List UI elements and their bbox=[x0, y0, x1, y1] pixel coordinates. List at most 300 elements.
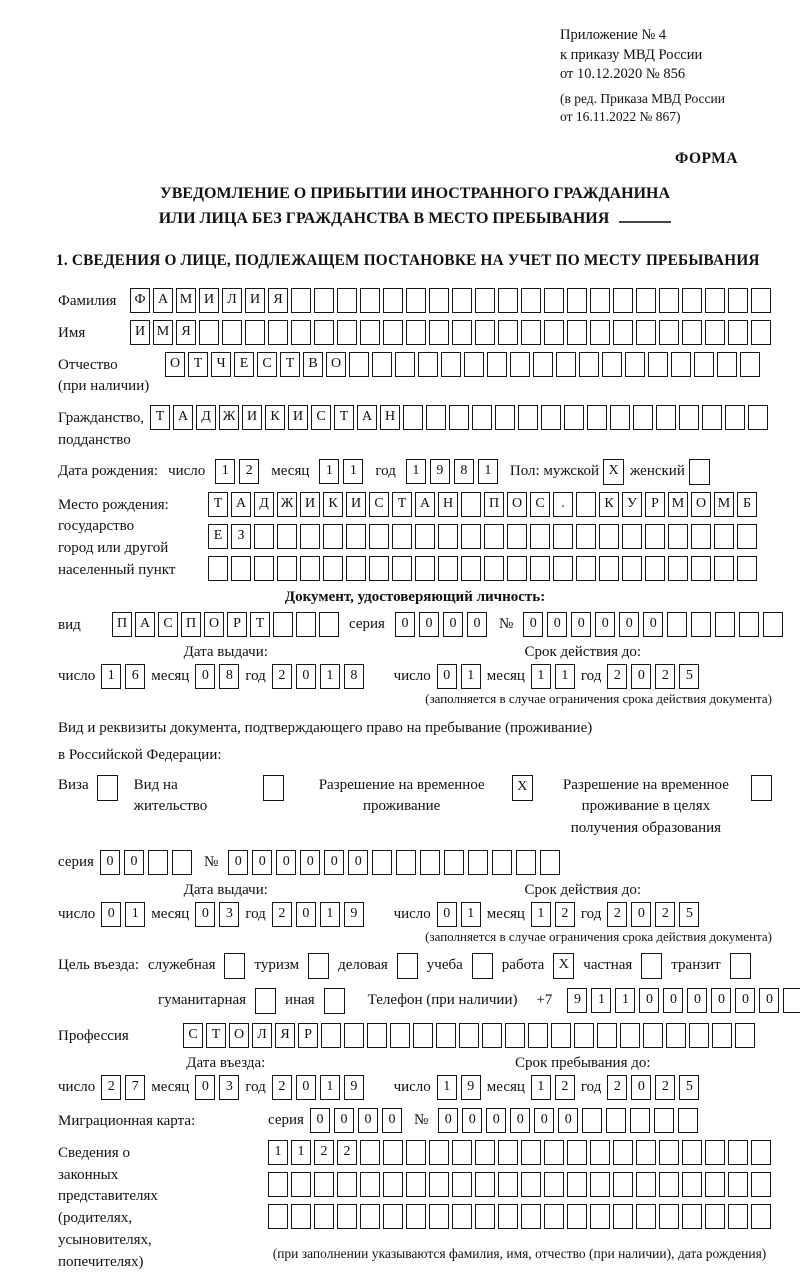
title-blank-line[interactable] bbox=[619, 207, 671, 223]
char-cell[interactable]: 0 bbox=[419, 612, 439, 637]
migration-number-boxes[interactable] bbox=[438, 1108, 698, 1133]
char-cell[interactable]: 0 bbox=[619, 612, 639, 637]
char-cell[interactable]: И bbox=[242, 405, 262, 430]
char-cell[interactable] bbox=[528, 1023, 548, 1048]
char-cell[interactable] bbox=[392, 524, 412, 549]
char-cell[interactable] bbox=[291, 320, 311, 345]
char-cell[interactable]: 0 bbox=[296, 902, 316, 927]
char-cell[interactable] bbox=[751, 775, 772, 801]
char-cell[interactable]: Я bbox=[275, 1023, 295, 1048]
char-cell[interactable]: П bbox=[112, 612, 132, 637]
purpose-work-checkbox[interactable] bbox=[553, 953, 574, 979]
char-cell[interactable] bbox=[319, 612, 339, 637]
char-cell[interactable] bbox=[464, 352, 484, 377]
char-cell[interactable]: 9 bbox=[567, 988, 587, 1013]
char-cell[interactable] bbox=[576, 556, 596, 581]
char-cell[interactable]: 0 bbox=[348, 850, 368, 875]
char-cell[interactable]: 8 bbox=[219, 664, 239, 689]
entry-date-day-boxes[interactable] bbox=[101, 1075, 145, 1100]
char-cell[interactable] bbox=[567, 1204, 587, 1229]
char-cell[interactable] bbox=[344, 1023, 364, 1048]
char-cell[interactable]: 2 bbox=[337, 1140, 357, 1165]
char-cell[interactable] bbox=[314, 1172, 334, 1197]
char-cell[interactable]: Д bbox=[254, 492, 274, 517]
char-cell[interactable]: 2 bbox=[607, 902, 627, 927]
char-cell[interactable] bbox=[659, 1172, 679, 1197]
char-cell[interactable] bbox=[475, 320, 495, 345]
permit-option-temp-checkbox[interactable] bbox=[512, 775, 533, 801]
char-cell[interactable]: 0 bbox=[195, 1075, 215, 1100]
char-cell[interactable]: 6 bbox=[125, 664, 145, 689]
char-cell[interactable] bbox=[648, 352, 668, 377]
char-cell[interactable]: М bbox=[714, 492, 734, 517]
entry-date-month-boxes[interactable] bbox=[195, 1075, 239, 1100]
purpose-humanitarian-checkbox[interactable] bbox=[255, 988, 276, 1014]
permit-expiry-month-boxes[interactable] bbox=[531, 902, 575, 927]
char-cell[interactable]: 0 bbox=[486, 1108, 506, 1133]
char-cell[interactable] bbox=[641, 953, 662, 979]
char-cell[interactable] bbox=[576, 524, 596, 549]
char-cell[interactable] bbox=[461, 556, 481, 581]
char-cell[interactable] bbox=[390, 1023, 410, 1048]
char-cell[interactable] bbox=[540, 850, 560, 875]
char-cell[interactable]: 0 bbox=[595, 612, 615, 637]
char-cell[interactable] bbox=[737, 524, 757, 549]
char-cell[interactable] bbox=[530, 556, 550, 581]
char-cell[interactable] bbox=[461, 524, 481, 549]
char-cell[interactable] bbox=[323, 556, 343, 581]
representatives-boxes-row3[interactable] bbox=[268, 1204, 771, 1229]
char-cell[interactable] bbox=[324, 988, 345, 1014]
char-cell[interactable]: 1 bbox=[291, 1140, 311, 1165]
char-cell[interactable] bbox=[567, 1140, 587, 1165]
char-cell[interactable]: 0 bbox=[124, 850, 144, 875]
char-cell[interactable]: 3 bbox=[219, 902, 239, 927]
char-cell[interactable] bbox=[679, 405, 699, 430]
char-cell[interactable]: 0 bbox=[534, 1108, 554, 1133]
char-cell[interactable] bbox=[472, 405, 492, 430]
char-cell[interactable] bbox=[208, 556, 228, 581]
representatives-boxes-row2[interactable] bbox=[268, 1172, 771, 1197]
char-cell[interactable] bbox=[383, 320, 403, 345]
char-cell[interactable] bbox=[668, 524, 688, 549]
migration-series-boxes[interactable] bbox=[310, 1108, 402, 1133]
char-cell[interactable] bbox=[507, 556, 527, 581]
char-cell[interactable] bbox=[606, 1108, 626, 1133]
char-cell[interactable]: 0 bbox=[631, 902, 651, 927]
char-cell[interactable] bbox=[521, 1172, 541, 1197]
char-cell[interactable] bbox=[783, 988, 800, 1013]
char-cell[interactable] bbox=[498, 288, 518, 313]
char-cell[interactable]: О bbox=[229, 1023, 249, 1048]
char-cell[interactable]: И bbox=[130, 320, 150, 345]
char-cell[interactable] bbox=[633, 405, 653, 430]
char-cell[interactable]: Т bbox=[392, 492, 412, 517]
identity-expiry-year-boxes[interactable] bbox=[607, 664, 699, 689]
char-cell[interactable]: А bbox=[357, 405, 377, 430]
char-cell[interactable] bbox=[277, 556, 297, 581]
purpose-official-checkbox[interactable] bbox=[224, 953, 245, 979]
char-cell[interactable]: Р bbox=[298, 1023, 318, 1048]
char-cell[interactable] bbox=[498, 1140, 518, 1165]
char-cell[interactable]: 5 bbox=[679, 1075, 699, 1100]
char-cell[interactable] bbox=[564, 405, 584, 430]
char-cell[interactable] bbox=[429, 1172, 449, 1197]
char-cell[interactable] bbox=[705, 1204, 725, 1229]
char-cell[interactable]: И bbox=[300, 492, 320, 517]
char-cell[interactable] bbox=[475, 288, 495, 313]
identity-issue-day-boxes[interactable] bbox=[101, 664, 145, 689]
char-cell[interactable] bbox=[735, 1023, 755, 1048]
char-cell[interactable] bbox=[691, 612, 711, 637]
char-cell[interactable]: 2 bbox=[272, 902, 292, 927]
char-cell[interactable] bbox=[415, 524, 435, 549]
char-cell[interactable]: 0 bbox=[228, 850, 248, 875]
char-cell[interactable] bbox=[712, 1023, 732, 1048]
char-cell[interactable]: Е bbox=[208, 524, 228, 549]
char-cell[interactable] bbox=[728, 320, 748, 345]
char-cell[interactable]: С bbox=[369, 492, 389, 517]
char-cell[interactable] bbox=[360, 288, 380, 313]
char-cell[interactable]: 1 bbox=[319, 459, 339, 484]
permit-option-education-checkbox[interactable] bbox=[751, 775, 772, 801]
char-cell[interactable] bbox=[521, 1204, 541, 1229]
char-cell[interactable]: О bbox=[507, 492, 527, 517]
char-cell[interactable]: 9 bbox=[430, 459, 450, 484]
char-cell[interactable] bbox=[751, 288, 771, 313]
char-cell[interactable]: 1 bbox=[320, 664, 340, 689]
char-cell[interactable] bbox=[682, 1172, 702, 1197]
identity-expiry-month-boxes[interactable] bbox=[531, 664, 575, 689]
char-cell[interactable] bbox=[659, 1204, 679, 1229]
char-cell[interactable] bbox=[372, 850, 392, 875]
char-cell[interactable] bbox=[622, 556, 642, 581]
char-cell[interactable] bbox=[659, 320, 679, 345]
char-cell[interactable]: 0 bbox=[735, 988, 755, 1013]
char-cell[interactable]: 1 bbox=[437, 1075, 457, 1100]
char-cell[interactable]: 0 bbox=[437, 902, 457, 927]
char-cell[interactable]: 0 bbox=[101, 902, 121, 927]
char-cell[interactable] bbox=[567, 1172, 587, 1197]
char-cell[interactable] bbox=[495, 405, 515, 430]
char-cell[interactable]: Я bbox=[176, 320, 196, 345]
char-cell[interactable]: О bbox=[326, 352, 346, 377]
char-cell[interactable]: 0 bbox=[358, 1108, 378, 1133]
char-cell[interactable]: . bbox=[553, 492, 573, 517]
char-cell[interactable] bbox=[643, 1023, 663, 1048]
birthplace-boxes-row2[interactable] bbox=[208, 524, 757, 549]
char-cell[interactable] bbox=[403, 405, 423, 430]
char-cell[interactable]: 1 bbox=[343, 459, 363, 484]
char-cell[interactable] bbox=[576, 492, 596, 517]
char-cell[interactable] bbox=[395, 352, 415, 377]
char-cell[interactable]: 0 bbox=[382, 1108, 402, 1133]
char-cell[interactable] bbox=[682, 320, 702, 345]
char-cell[interactable]: Л bbox=[252, 1023, 272, 1048]
char-cell[interactable] bbox=[245, 320, 265, 345]
char-cell[interactable]: О bbox=[691, 492, 711, 517]
char-cell[interactable] bbox=[740, 352, 760, 377]
char-cell[interactable]: 9 bbox=[344, 1075, 364, 1100]
char-cell[interactable]: И bbox=[288, 405, 308, 430]
char-cell[interactable] bbox=[300, 524, 320, 549]
char-cell[interactable] bbox=[461, 492, 481, 517]
char-cell[interactable] bbox=[360, 1204, 380, 1229]
char-cell[interactable] bbox=[613, 288, 633, 313]
char-cell[interactable] bbox=[553, 556, 573, 581]
char-cell[interactable] bbox=[438, 524, 458, 549]
char-cell[interactable] bbox=[636, 288, 656, 313]
char-cell[interactable] bbox=[369, 524, 389, 549]
char-cell[interactable]: 3 bbox=[219, 1075, 239, 1100]
char-cell[interactable] bbox=[656, 405, 676, 430]
char-cell[interactable] bbox=[337, 320, 357, 345]
char-cell[interactable]: 1 bbox=[461, 902, 481, 927]
char-cell[interactable] bbox=[406, 1140, 426, 1165]
char-cell[interactable]: С bbox=[257, 352, 277, 377]
char-cell[interactable] bbox=[737, 556, 757, 581]
char-cell[interactable]: 2 bbox=[607, 664, 627, 689]
char-cell[interactable]: 0 bbox=[462, 1108, 482, 1133]
char-cell[interactable] bbox=[337, 1172, 357, 1197]
char-cell[interactable] bbox=[383, 1172, 403, 1197]
char-cell[interactable]: 2 bbox=[314, 1140, 334, 1165]
char-cell[interactable] bbox=[630, 1108, 650, 1133]
char-cell[interactable]: 0 bbox=[687, 988, 707, 1013]
purpose-study-checkbox[interactable] bbox=[472, 953, 493, 979]
char-cell[interactable]: 0 bbox=[334, 1108, 354, 1133]
char-cell[interactable]: 8 bbox=[344, 664, 364, 689]
char-cell[interactable]: Ч bbox=[211, 352, 231, 377]
char-cell[interactable]: К bbox=[265, 405, 285, 430]
char-cell[interactable] bbox=[263, 775, 284, 801]
char-cell[interactable]: Т bbox=[250, 612, 270, 637]
char-cell[interactable]: X bbox=[512, 775, 533, 801]
char-cell[interactable] bbox=[392, 556, 412, 581]
char-cell[interactable] bbox=[725, 405, 745, 430]
char-cell[interactable] bbox=[429, 1204, 449, 1229]
char-cell[interactable] bbox=[291, 288, 311, 313]
permit-expiry-year-boxes[interactable] bbox=[607, 902, 699, 927]
char-cell[interactable] bbox=[396, 850, 416, 875]
char-cell[interactable]: Т bbox=[188, 352, 208, 377]
char-cell[interactable] bbox=[705, 320, 725, 345]
char-cell[interactable] bbox=[659, 1140, 679, 1165]
char-cell[interactable] bbox=[438, 556, 458, 581]
char-cell[interactable] bbox=[369, 556, 389, 581]
identity-issue-month-boxes[interactable] bbox=[195, 664, 239, 689]
char-cell[interactable]: О bbox=[165, 352, 185, 377]
char-cell[interactable] bbox=[590, 1172, 610, 1197]
identity-series-boxes[interactable] bbox=[395, 612, 487, 637]
char-cell[interactable] bbox=[682, 1204, 702, 1229]
char-cell[interactable] bbox=[691, 556, 711, 581]
char-cell[interactable]: 0 bbox=[558, 1108, 578, 1133]
char-cell[interactable] bbox=[291, 1172, 311, 1197]
char-cell[interactable]: В bbox=[303, 352, 323, 377]
lastname-boxes[interactable] bbox=[130, 288, 771, 313]
char-cell[interactable]: 2 bbox=[272, 664, 292, 689]
char-cell[interactable] bbox=[492, 850, 512, 875]
char-cell[interactable] bbox=[702, 405, 722, 430]
char-cell[interactable] bbox=[556, 352, 576, 377]
char-cell[interactable]: 0 bbox=[639, 988, 659, 1013]
char-cell[interactable]: Е bbox=[234, 352, 254, 377]
char-cell[interactable] bbox=[148, 850, 168, 875]
char-cell[interactable] bbox=[308, 953, 329, 979]
identity-number-boxes[interactable] bbox=[523, 612, 783, 637]
char-cell[interactable]: Б bbox=[737, 492, 757, 517]
char-cell[interactable] bbox=[397, 953, 418, 979]
char-cell[interactable]: М bbox=[668, 492, 688, 517]
char-cell[interactable] bbox=[472, 953, 493, 979]
char-cell[interactable]: 1 bbox=[531, 664, 551, 689]
char-cell[interactable]: 1 bbox=[268, 1140, 288, 1165]
purpose-private-checkbox[interactable] bbox=[641, 953, 662, 979]
char-cell[interactable]: А bbox=[173, 405, 193, 430]
char-cell[interactable]: З bbox=[231, 524, 251, 549]
char-cell[interactable] bbox=[541, 405, 561, 430]
char-cell[interactable] bbox=[544, 320, 564, 345]
char-cell[interactable]: И bbox=[346, 492, 366, 517]
char-cell[interactable] bbox=[452, 288, 472, 313]
char-cell[interactable]: 0 bbox=[510, 1108, 530, 1133]
char-cell[interactable]: 0 bbox=[296, 664, 316, 689]
char-cell[interactable] bbox=[436, 1023, 456, 1048]
char-cell[interactable] bbox=[406, 320, 426, 345]
char-cell[interactable]: К bbox=[323, 492, 343, 517]
char-cell[interactable] bbox=[199, 320, 219, 345]
char-cell[interactable]: 0 bbox=[643, 612, 663, 637]
char-cell[interactable] bbox=[429, 288, 449, 313]
char-cell[interactable] bbox=[383, 1140, 403, 1165]
char-cell[interactable] bbox=[449, 405, 469, 430]
char-cell[interactable]: А bbox=[231, 492, 251, 517]
char-cell[interactable]: С bbox=[530, 492, 550, 517]
char-cell[interactable]: С bbox=[183, 1023, 203, 1048]
char-cell[interactable]: 0 bbox=[100, 850, 120, 875]
char-cell[interactable] bbox=[273, 612, 293, 637]
char-cell[interactable]: 1 bbox=[531, 902, 551, 927]
char-cell[interactable] bbox=[582, 1108, 602, 1133]
char-cell[interactable] bbox=[748, 405, 768, 430]
char-cell[interactable]: 0 bbox=[631, 1075, 651, 1100]
char-cell[interactable]: 0 bbox=[310, 1108, 330, 1133]
char-cell[interactable] bbox=[705, 1172, 725, 1197]
char-cell[interactable]: X bbox=[553, 953, 574, 979]
char-cell[interactable] bbox=[751, 320, 771, 345]
char-cell[interactable] bbox=[323, 524, 343, 549]
char-cell[interactable]: Т bbox=[208, 492, 228, 517]
char-cell[interactable] bbox=[689, 459, 710, 485]
char-cell[interactable] bbox=[544, 1140, 564, 1165]
char-cell[interactable]: Ж bbox=[219, 405, 239, 430]
char-cell[interactable] bbox=[360, 320, 380, 345]
char-cell[interactable] bbox=[602, 352, 622, 377]
purpose-transit-checkbox[interactable] bbox=[730, 953, 751, 979]
permit-series-boxes[interactable] bbox=[100, 850, 192, 875]
char-cell[interactable]: 0 bbox=[252, 850, 272, 875]
char-cell[interactable] bbox=[728, 1204, 748, 1229]
char-cell[interactable] bbox=[360, 1140, 380, 1165]
char-cell[interactable]: Я bbox=[268, 288, 288, 313]
char-cell[interactable]: Н bbox=[380, 405, 400, 430]
char-cell[interactable] bbox=[346, 524, 366, 549]
stay-until-month-boxes[interactable] bbox=[531, 1075, 575, 1100]
char-cell[interactable] bbox=[730, 953, 751, 979]
char-cell[interactable] bbox=[521, 288, 541, 313]
char-cell[interactable] bbox=[668, 556, 688, 581]
char-cell[interactable]: С bbox=[158, 612, 178, 637]
char-cell[interactable] bbox=[484, 556, 504, 581]
char-cell[interactable] bbox=[551, 1023, 571, 1048]
char-cell[interactable] bbox=[367, 1023, 387, 1048]
char-cell[interactable] bbox=[567, 288, 587, 313]
gender-female-checkbox[interactable] bbox=[689, 459, 710, 485]
char-cell[interactable] bbox=[516, 850, 536, 875]
char-cell[interactable] bbox=[418, 352, 438, 377]
char-cell[interactable] bbox=[751, 1140, 771, 1165]
char-cell[interactable] bbox=[610, 405, 630, 430]
char-cell[interactable]: 2 bbox=[607, 1075, 627, 1100]
permit-option-visa-checkbox[interactable] bbox=[97, 775, 118, 801]
char-cell[interactable]: Т bbox=[206, 1023, 226, 1048]
char-cell[interactable] bbox=[172, 850, 192, 875]
char-cell[interactable]: 0 bbox=[631, 664, 651, 689]
char-cell[interactable]: 2 bbox=[655, 664, 675, 689]
char-cell[interactable] bbox=[444, 850, 464, 875]
char-cell[interactable] bbox=[406, 1204, 426, 1229]
birthplace-boxes-row1[interactable] bbox=[208, 492, 757, 517]
char-cell[interactable] bbox=[613, 1140, 633, 1165]
char-cell[interactable] bbox=[521, 1140, 541, 1165]
char-cell[interactable]: 0 bbox=[195, 664, 215, 689]
char-cell[interactable] bbox=[715, 612, 735, 637]
char-cell[interactable] bbox=[671, 352, 691, 377]
char-cell[interactable] bbox=[521, 320, 541, 345]
char-cell[interactable] bbox=[645, 556, 665, 581]
char-cell[interactable] bbox=[694, 352, 714, 377]
char-cell[interactable]: 0 bbox=[195, 902, 215, 927]
char-cell[interactable]: Л bbox=[222, 288, 242, 313]
char-cell[interactable]: 0 bbox=[296, 1075, 316, 1100]
char-cell[interactable]: 0 bbox=[711, 988, 731, 1013]
char-cell[interactable] bbox=[510, 352, 530, 377]
char-cell[interactable] bbox=[613, 1172, 633, 1197]
char-cell[interactable]: У bbox=[622, 492, 642, 517]
char-cell[interactable]: С bbox=[311, 405, 331, 430]
char-cell[interactable] bbox=[468, 850, 488, 875]
char-cell[interactable]: А bbox=[153, 288, 173, 313]
identity-issue-year-boxes[interactable] bbox=[272, 664, 364, 689]
char-cell[interactable] bbox=[599, 524, 619, 549]
char-cell[interactable] bbox=[498, 1204, 518, 1229]
char-cell[interactable] bbox=[346, 556, 366, 581]
char-cell[interactable] bbox=[597, 1023, 617, 1048]
char-cell[interactable] bbox=[349, 352, 369, 377]
char-cell[interactable] bbox=[482, 1023, 502, 1048]
char-cell[interactable]: 0 bbox=[571, 612, 591, 637]
char-cell[interactable] bbox=[475, 1140, 495, 1165]
char-cell[interactable]: 1 bbox=[461, 664, 481, 689]
char-cell[interactable] bbox=[714, 556, 734, 581]
gender-male-checkbox[interactable] bbox=[603, 459, 624, 485]
char-cell[interactable]: 8 bbox=[454, 459, 474, 484]
char-cell[interactable] bbox=[429, 320, 449, 345]
birthdate-month-boxes[interactable] bbox=[319, 459, 363, 484]
char-cell[interactable] bbox=[544, 288, 564, 313]
char-cell[interactable] bbox=[429, 1140, 449, 1165]
